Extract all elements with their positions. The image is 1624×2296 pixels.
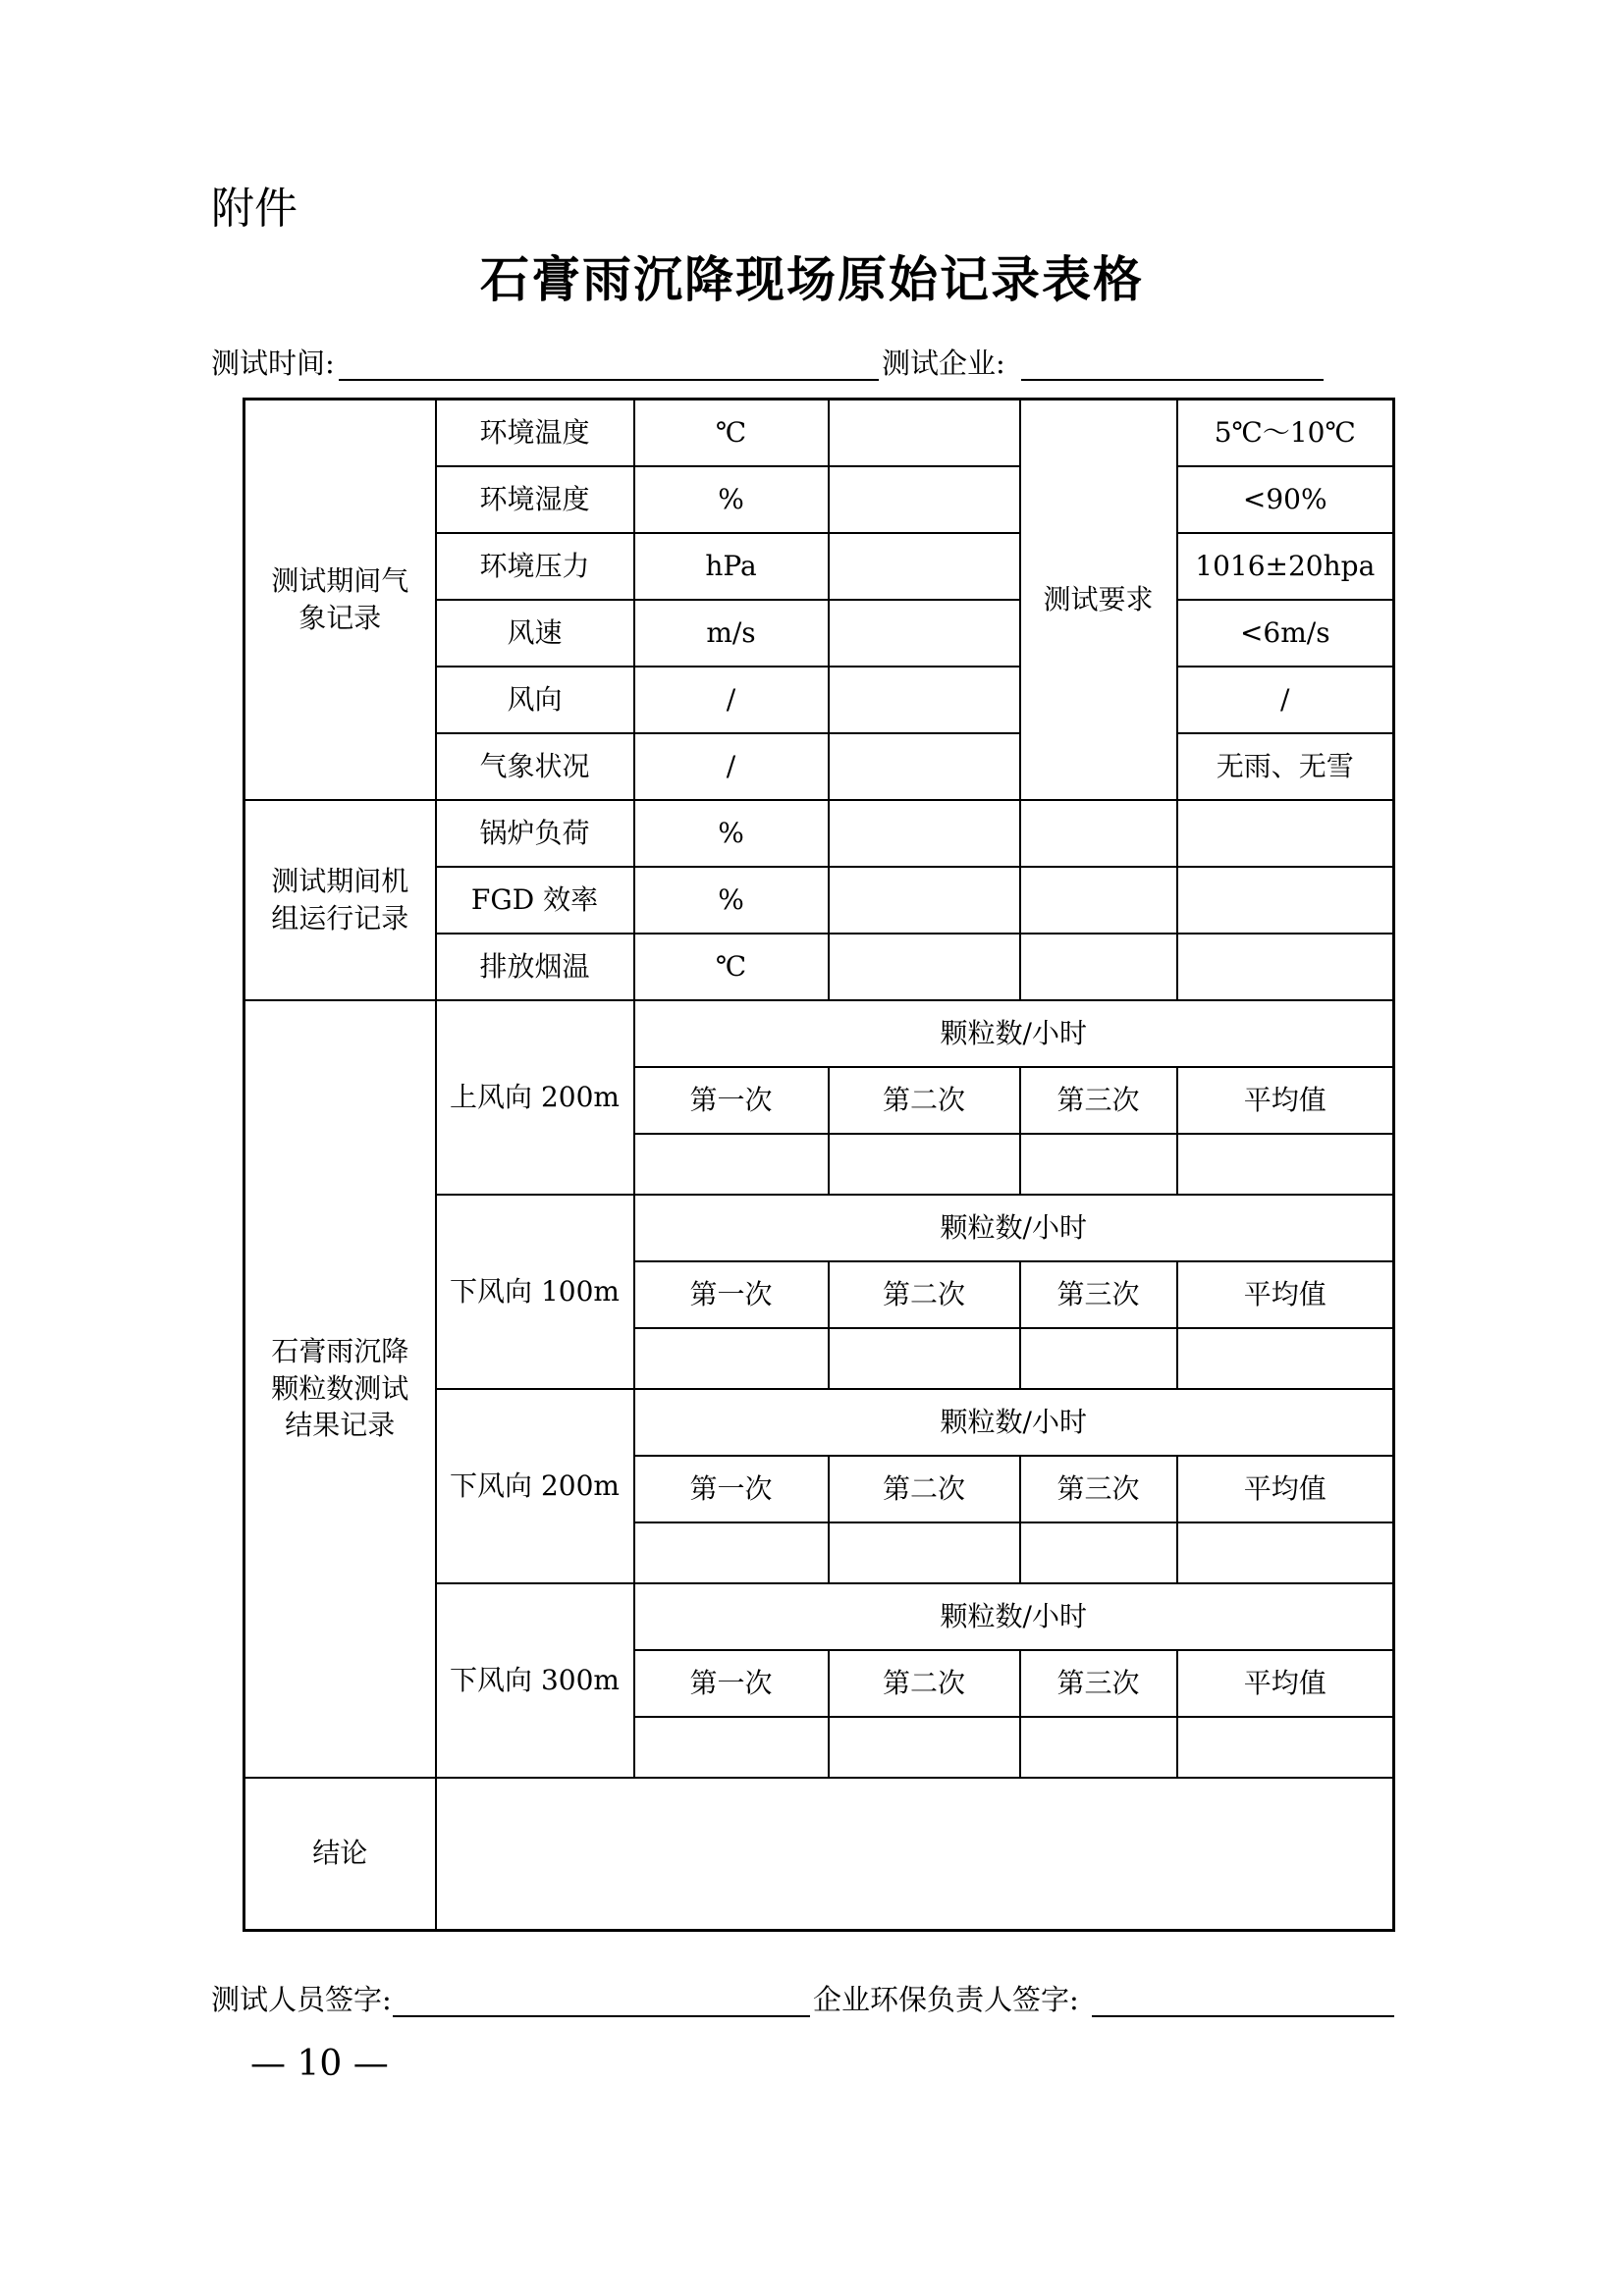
weather-requirement: /: [1177, 667, 1394, 733]
conclusion-field[interactable]: [436, 1778, 1394, 1931]
particle-value-cell[interactable]: [634, 1328, 829, 1389]
particle-value-cell[interactable]: [829, 1134, 1020, 1195]
particle-value-cell[interactable]: [1177, 1134, 1394, 1195]
attachment-label: 附件: [211, 184, 298, 234]
weather-item: 风向: [436, 667, 634, 733]
particle-value-cell[interactable]: [1177, 1522, 1394, 1583]
test-company-field[interactable]: [1021, 379, 1324, 381]
weather-value-cell[interactable]: [829, 600, 1020, 667]
location-label: 下风向 200m: [436, 1389, 634, 1583]
test-time-label: 测试时间:: [211, 347, 335, 380]
column-first: 第一次: [634, 1650, 829, 1717]
operation-unit: %: [634, 867, 829, 934]
operation-unit: ℃: [634, 934, 829, 1000]
weather-value-cell[interactable]: [829, 667, 1020, 733]
env-manager-sign-label: 企业环保负责人签字:: [813, 1983, 1079, 2016]
weather-unit: hPa: [634, 533, 829, 600]
weather-value-cell[interactable]: [829, 466, 1020, 533]
weather-value-cell[interactable]: [829, 533, 1020, 600]
column-average: 平均值: [1177, 1261, 1394, 1328]
column-first: 第一次: [634, 1067, 829, 1134]
weather-requirement: 1016±20hpa: [1177, 533, 1394, 600]
column-second: 第二次: [829, 1650, 1020, 1717]
particle-value-cell[interactable]: [829, 1522, 1020, 1583]
record-table: [243, 398, 1395, 1932]
weather-category: 测试期间气象记录: [244, 400, 436, 800]
operation-item: FGD 效率: [436, 867, 634, 934]
particles-header: 颗粒数/小时: [634, 1000, 1394, 1067]
particle-value-cell[interactable]: [1020, 1134, 1177, 1195]
weather-requirement: <6m/s: [1177, 600, 1394, 667]
particles-category: 石膏雨沉降颗粒数测试结果记录: [244, 1000, 436, 1778]
operation-value-cell[interactable]: [1177, 800, 1394, 867]
weather-value-cell[interactable]: [829, 400, 1020, 466]
location-label: 下风向 100m: [436, 1195, 634, 1389]
tester-sign-field[interactable]: [393, 2015, 810, 2017]
page-number: — 10 —: [250, 2044, 389, 2084]
weather-requirement: 无雨、无雪: [1177, 733, 1394, 800]
column-first: 第一次: [634, 1261, 829, 1328]
particle-value-cell[interactable]: [634, 1522, 829, 1583]
operation-value-cell[interactable]: [829, 934, 1020, 1000]
column-third: 第三次: [1020, 1456, 1177, 1522]
test-company-label: 测试企业:: [882, 347, 1005, 380]
operation-unit: %: [634, 800, 829, 867]
weather-item: 风速: [436, 600, 634, 667]
operation-value-cell[interactable]: [829, 867, 1020, 934]
env-manager-sign-field[interactable]: [1092, 2015, 1394, 2017]
location-label: 下风向 300m: [436, 1583, 634, 1778]
particles-header: 颗粒数/小时: [634, 1583, 1394, 1650]
particle-value-cell[interactable]: [1020, 1522, 1177, 1583]
weather-value-cell[interactable]: [829, 733, 1020, 800]
particles-header: 颗粒数/小时: [634, 1389, 1394, 1456]
column-second: 第二次: [829, 1456, 1020, 1522]
operation-item: 排放烟温: [436, 934, 634, 1000]
weather-unit: /: [634, 733, 829, 800]
weather-unit: ℃: [634, 400, 829, 466]
column-average: 平均值: [1177, 1456, 1394, 1522]
operation-value-cell[interactable]: [829, 800, 1020, 867]
operation-value-cell[interactable]: [1020, 934, 1177, 1000]
particle-value-cell[interactable]: [1177, 1328, 1394, 1389]
particle-value-cell[interactable]: [1020, 1328, 1177, 1389]
operation-item: 锅炉负荷: [436, 800, 634, 867]
particle-value-cell[interactable]: [1020, 1717, 1177, 1778]
particle-value-cell[interactable]: [829, 1328, 1020, 1389]
operation-category: 测试期间机组运行记录: [244, 800, 436, 1000]
weather-requirement: 5℃～10℃: [1177, 400, 1394, 466]
weather-requirement: <90%: [1177, 466, 1394, 533]
column-third: 第三次: [1020, 1650, 1177, 1717]
weather-item: 气象状况: [436, 733, 634, 800]
particle-value-cell[interactable]: [634, 1134, 829, 1195]
column-third: 第三次: [1020, 1261, 1177, 1328]
weather-item: 环境压力: [436, 533, 634, 600]
particle-value-cell[interactable]: [634, 1717, 829, 1778]
weather-unit: %: [634, 466, 829, 533]
particles-header: 颗粒数/小时: [634, 1195, 1394, 1261]
particle-value-cell[interactable]: [829, 1717, 1020, 1778]
operation-value-cell[interactable]: [1020, 867, 1177, 934]
operation-value-cell[interactable]: [1177, 934, 1394, 1000]
column-average: 平均值: [1177, 1067, 1394, 1134]
test-time-field[interactable]: [339, 379, 879, 381]
conclusion-label: 结论: [244, 1778, 436, 1931]
column-first: 第一次: [634, 1456, 829, 1522]
operation-value-cell[interactable]: [1177, 867, 1394, 934]
page-title: 石膏雨沉降现场原始记录表格: [480, 250, 1144, 308]
weather-unit: /: [634, 667, 829, 733]
column-third: 第三次: [1020, 1067, 1177, 1134]
requirement-label: 测试要求: [1020, 400, 1177, 800]
weather-item: 环境湿度: [436, 466, 634, 533]
weather-unit: m/s: [634, 600, 829, 667]
weather-item: 环境温度: [436, 400, 634, 466]
column-second: 第二次: [829, 1261, 1020, 1328]
column-second: 第二次: [829, 1067, 1020, 1134]
location-label: 上风向 200m: [436, 1000, 634, 1195]
column-average: 平均值: [1177, 1650, 1394, 1717]
tester-sign-label: 测试人员签字:: [211, 1983, 392, 2016]
operation-value-cell[interactable]: [1020, 800, 1177, 867]
particle-value-cell[interactable]: [1177, 1717, 1394, 1778]
